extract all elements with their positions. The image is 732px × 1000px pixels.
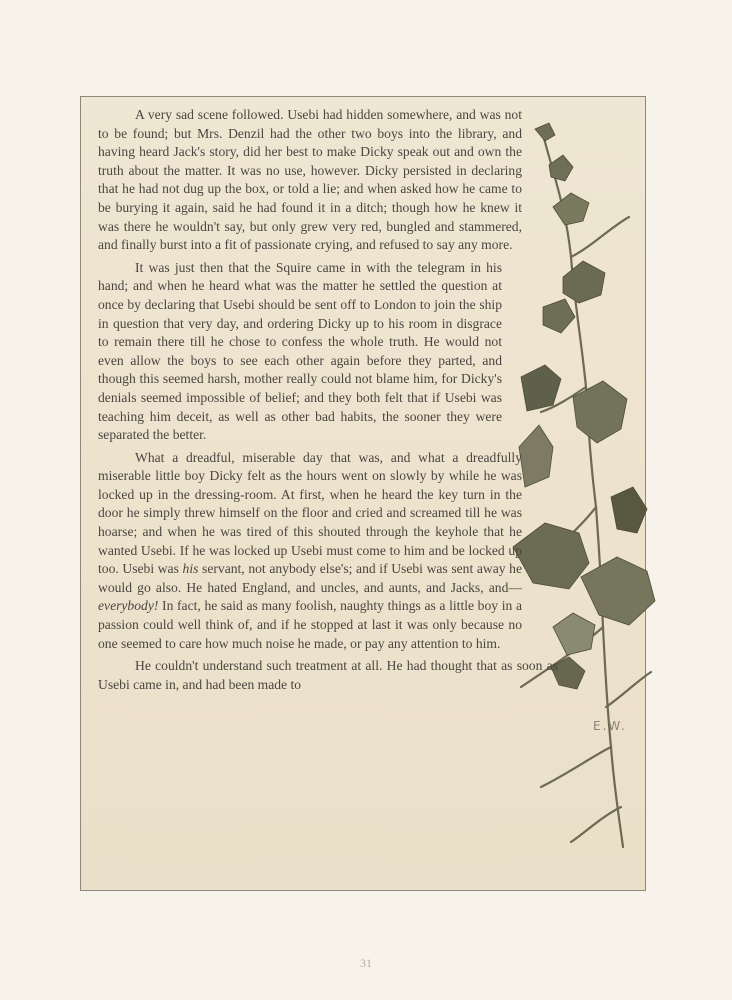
illustrated-text-panel xyxy=(80,96,646,891)
story-text xyxy=(98,106,558,698)
paragraph-1: A very sad scene followed. Usebi had hidden somewhere, and was not to be found; but Mrs. Denzil had the other two boys into the library, and having heard Jack's story, did her best to make Dicky speak out and own the truth about the matter. It was no use, however. Dicky persisted in declaring that he had not dug up the box, or told a lie; and when asked how he came to be burying it again, said he had found it in a ditch; though how he knew it was there he wouldn't say, but only grew very red, bungled and stammered, and finally burst into a fit of passionate crying, and refused to say any more. xyxy=(98,107,522,253)
paragraph-3-part-b: servant, not anybody else's; and if Usebi was sent away he would go also. He hated England, and uncles, and aunts, and Jacks, and— xyxy=(98,561,523,595)
page-number: 31 xyxy=(360,956,372,970)
paragraph-2: It was just then that the Squire came in with the telegram in his hand; and when he heard what was the matter he settled the question at once by declaring that Usebi should be sent off to London to join the ship in question that very day, and ordering Dicky up to his room in disgrace to remain there till he chose to confess the whole truth. He would not even allow the boys to see each other again before they parted, and though this seemed harsh, mother really could not blame him, for Dicky's denials seemed impossible of belief; and they both felt that if Usebi was teaching him deceit, as well as other bad habits, the sooner they were separated the better. xyxy=(98,259,502,443)
paragraph-3-part-c: In fact, he said as many foolish, naughty things as a little boy in a passion could well think of, and if he stopped at last it was only because no one seemed to care how much noise he made, or pay any attention to him. xyxy=(98,598,522,651)
paragraph-3-part-a: What a dreadful, miserable day that was, and what a dreadfully miserable little boy Dicky felt as the hours went on slowly by while he was locked up in the dressing-room. At first, when he heard the key turn in the door he simply threw himself on the floor and cried and screamed till he was hoarse; and when he was tired of this shouted through the keyhole that he wanted Usebi. If he was locked up Usebi must come to him and be locked up too. Usebi was xyxy=(98,449,522,577)
paragraph-4: He couldn't understand such treatment at all. He had thought that as soon as Usebi came in, and had been made to xyxy=(98,658,558,692)
emphasis-his: his xyxy=(182,561,199,577)
emphasis-everybody: everybody! xyxy=(98,598,159,614)
paragraph-3 xyxy=(98,449,522,654)
artist-signature: E.W. xyxy=(593,719,627,733)
